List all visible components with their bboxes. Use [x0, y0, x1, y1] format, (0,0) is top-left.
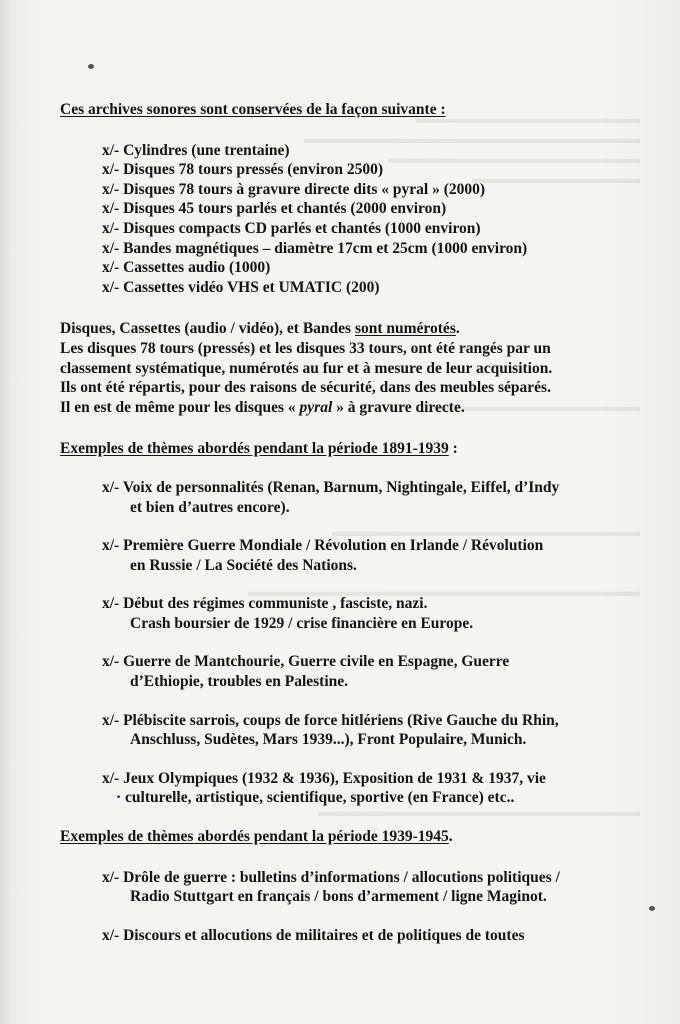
theme-item: [102, 652, 620, 691]
paper-speck: [88, 64, 94, 69]
paper-speck: [649, 906, 655, 911]
show-through-decoration: ▬▬▬▬▬▬▬▬▬▬▬▬▬▬▬▬▬▬▬▬▬▬: [332, 525, 640, 540]
list-item: x/- Disques 78 tours à gravure directe dits « pyral » (2000): [102, 180, 486, 198]
support-list: [60, 141, 620, 298]
list-item: x/- Disques 45 tours parlés et chantés (2000 environ): [102, 200, 447, 218]
numbering-paragraph: [60, 319, 620, 417]
intro-heading: Ces archives sonores sont conservées de la façon suivante :: [60, 101, 446, 118]
theme-line: en Russie / La Société des Nations.: [130, 556, 357, 574]
list-item: x/- Disques 78 tours pressés (environ 2500): [102, 161, 384, 179]
theme-item: [102, 769, 620, 808]
list-item: x/- Cylindres (une trentaine): [102, 141, 290, 159]
theme-item: [102, 536, 620, 575]
show-through-decoration: ▬▬▬▬▬▬▬▬▬▬▬▬: [472, 172, 640, 187]
paragraph-line: [60, 398, 620, 418]
theme-line: · culturelle, artistique, scientifique, sportive (en France) etc..: [116, 789, 515, 807]
theme-line: Anschluss, Sudètes, Mars 1939...), Front Populaire, Munich.: [130, 731, 527, 749]
italic-text: pyral: [299, 398, 333, 416]
theme-line: x/- Drôle de guerre : bulletins d’informations / allocutions politiques /: [102, 868, 560, 886]
show-through-decoration: ▬▬▬▬▬▬▬▬▬▬▬▬▬▬▬▬: [416, 112, 640, 127]
theme-line: x/- Voix de personnalités (Renan, Barnum, Nightingale, Eiffel, d’Indy: [102, 478, 560, 496]
period-heading-suffix: .: [448, 828, 453, 846]
theme-line: x/- Première Guerre Mondiale / Révolution en Irlande / Révolution: [102, 537, 544, 555]
theme-line: Radio Stuttgart en français / bons d’armement / ligne Maginot.: [130, 888, 547, 906]
paragraph-text: .: [455, 320, 460, 338]
theme-line: x/- Plébiscite sarrois, coups de force hitlériens (Rive Gauche du Rhin,: [102, 711, 559, 729]
period-heading-suffix: :: [448, 440, 458, 458]
paragraph-line: classement systématique, numérotés au fur et à mesure de leur acquisition.: [60, 359, 553, 377]
document-body: [60, 100, 620, 964]
theme-item: [102, 478, 620, 517]
paragraph-line: Ils ont été répartis, pour des raisons de sécurité, dans des meubles séparés.: [60, 379, 551, 397]
period-2-themes: [60, 868, 620, 946]
underlined-text: sont numérotés: [354, 320, 456, 338]
show-through-decoration: ▬▬▬▬▬▬▬▬▬▬▬▬▬▬▬▬▬▬: [388, 152, 640, 167]
period-1-themes: [60, 478, 620, 808]
paragraph-line: Les disques 78 tours (pressés) et les disques 33 tours, ont été rangés par un: [60, 339, 551, 357]
theme-item: [102, 594, 620, 633]
list-item: x/- Bandes magnétiques – diamètre 17cm et 25cm (1000 environ): [102, 239, 528, 257]
paragraph-text: Il en est de même pour les disques «: [60, 398, 300, 416]
theme-item: [102, 926, 620, 946]
theme-line: x/- Discours et allocutions de militaires et de politiques de toutes: [102, 926, 525, 944]
theme-line: Crash boursier de 1929 / crise financière en Europe.: [130, 614, 474, 632]
period-heading-text: Exemples de thèmes abordés pendant la période 1939-1945: [60, 828, 449, 846]
theme-item: [102, 711, 620, 750]
theme-line: x/- Début des régimes communiste , fasciste, nazi.: [102, 595, 428, 613]
paragraph-text: Disques, Cassettes (audio / vidéo), et Bandes: [60, 320, 355, 338]
list-item: x/- Cassettes audio (1000): [102, 259, 271, 277]
period-2-heading: [60, 827, 620, 847]
period-heading-text: Exemples de thèmes abordés pendant la période 1891-1939: [60, 440, 449, 458]
list-item: x/- Cassettes vidéo VHS et UMATIC (200): [102, 278, 380, 296]
theme-line: d’Ethiopie, troubles en Palestine.: [130, 673, 349, 691]
paragraph-line: [60, 319, 620, 339]
theme-line: et bien d’autres encore).: [130, 498, 290, 516]
list-item: x/- Disques compacts CD parlés et chantés (1000 environ): [102, 219, 481, 237]
theme-line: x/- Guerre de Mantchourie, Guerre civile en Espagne, Guerre: [102, 653, 510, 671]
show-through-decoration: ▬▬▬▬▬▬▬▬▬▬▬▬▬▬▬▬▬▬▬▬▬▬▬▬▬▬▬▬: [248, 585, 640, 600]
theme-item: [102, 868, 620, 907]
theme-line: x/- Jeux Olympiques (1932 & 1936), Exposition de 1931 & 1937, vie: [102, 769, 546, 787]
paragraph-text: » à gravure directe.: [332, 398, 465, 416]
show-through-decoration: ▬▬▬▬▬▬▬▬▬▬▬▬▬▬▬▬▬▬▬▬▬▬▬▬: [304, 132, 640, 147]
period-1-heading: [60, 439, 620, 459]
show-through-decoration: ▬▬▬▬▬▬▬▬▬▬▬▬▬▬▬: [430, 400, 640, 415]
show-through-decoration: ▬▬▬▬▬▬▬▬▬▬▬▬▬▬▬▬▬▬▬▬▬▬▬: [318, 805, 640, 820]
